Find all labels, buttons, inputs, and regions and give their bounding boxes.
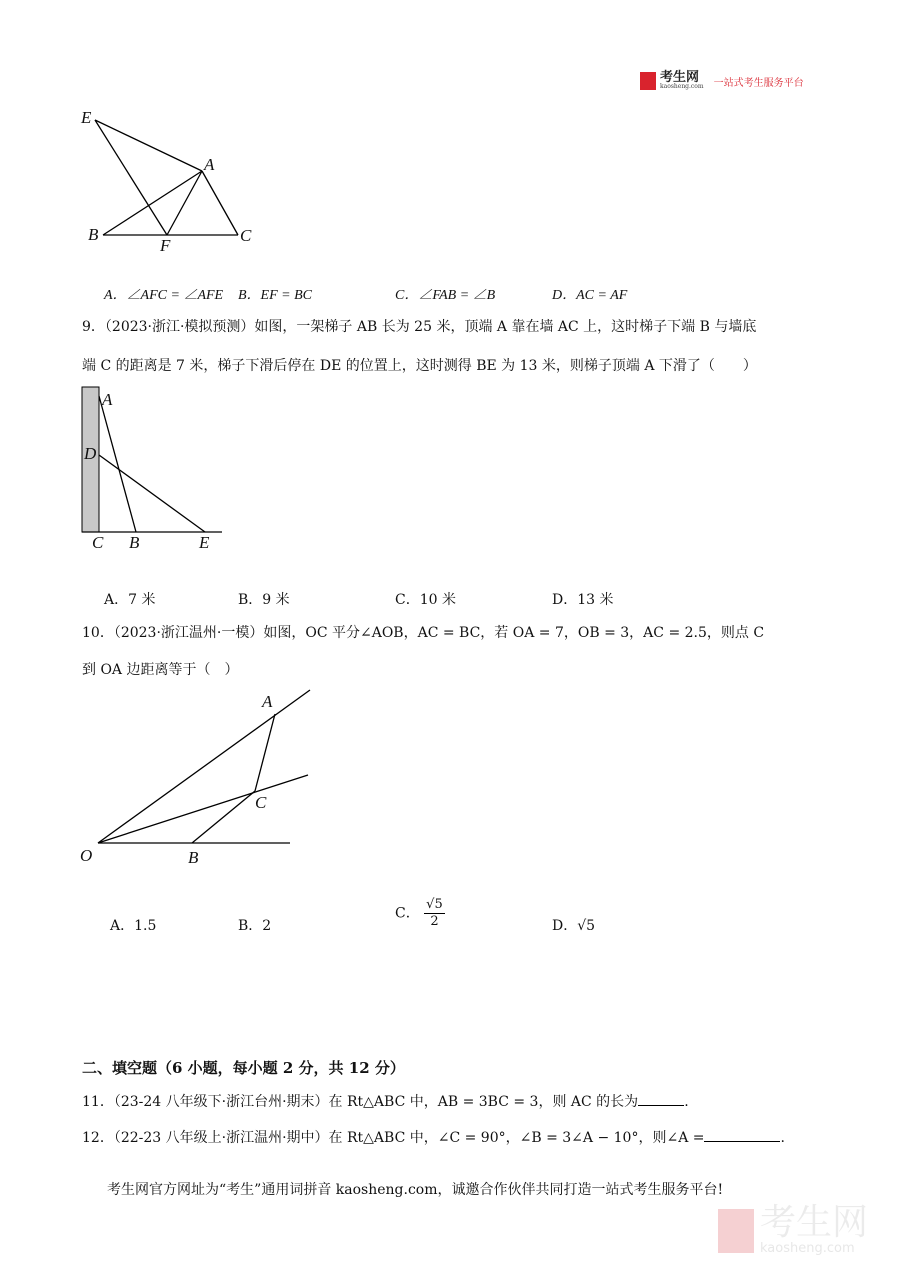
label-C: C <box>240 226 252 245</box>
label-B: B <box>129 533 140 552</box>
label-E: E <box>81 108 92 127</box>
label-B: B <box>188 848 199 867</box>
q10-option-d: D．√5 <box>552 918 596 934</box>
label-O: O <box>80 846 93 865</box>
q8-option-c: C．∠FAB = ∠B <box>395 288 496 303</box>
q9-option-b: B．9 米 <box>238 592 290 608</box>
watermark-name: 考生网 <box>760 1202 869 1243</box>
answer-blank[interactable] <box>638 1091 684 1106</box>
fraction <box>424 897 445 930</box>
label-C: C <box>92 533 104 552</box>
label-A: A <box>204 155 215 174</box>
option-c-prefix: C． <box>395 905 420 922</box>
brand-name: 考生网 <box>660 70 700 85</box>
footer-text: 考生网官方网址为“考生”通用词拼音 kaosheng.com，诚邀合作伙伴共同打造一站式考生服务平台! <box>107 1182 724 1198</box>
label-A: A <box>102 390 113 409</box>
label-B: B <box>88 225 99 244</box>
q9-text-line1: 9．（2023·浙江·模拟预测）如图，一架梯子 AB 长为 25 米，顶端 A 靠在墙 AC 上，这时梯子下端 B 与墙底 <box>82 319 757 335</box>
q9-option-d: D．13 米 <box>552 592 614 608</box>
q8-option-b: B．EF = BC <box>238 288 312 303</box>
q11-period: . <box>684 1094 689 1110</box>
answer-blank[interactable] <box>704 1127 780 1142</box>
q12-question: 12．（22-23 八年级上·浙江温州·期中）在 Rt△ABC 中，∠C = 90°，∠B = 3∠A − 10°，则∠A = <box>82 1130 705 1146</box>
fraction-numerator: √5 <box>426 897 443 912</box>
figure-q8 <box>95 120 238 235</box>
q10-option-c <box>395 897 445 930</box>
label-A: A <box>262 692 273 711</box>
q10-text-line2: 到 OA 边距离等于（ ） <box>82 662 239 678</box>
figure-q10 <box>98 690 310 843</box>
fraction-denominator: 2 <box>430 914 439 929</box>
q8-option-d: D．AC = AF <box>552 288 628 303</box>
q9-option-c: C．10 米 <box>395 592 456 608</box>
brand-sub: kaosheng.com <box>660 83 704 90</box>
label-C: C <box>255 793 267 812</box>
q9-text-line2: 端 C 的距离是 7 米，梯子下滑后停在 DE 的位置上，这时测得 BE 为 13 米，则梯子顶端 A 下滑了（ ） <box>82 358 757 374</box>
q12-text <box>82 1127 785 1148</box>
q10-option-a: A．1.5 <box>110 918 157 934</box>
q8-option-a: A．∠AFC = ∠AFE <box>104 288 224 303</box>
q10-text-line1: 10．（2023·浙江温州·一模）如图，OC 平分∠AOB，AC = BC，若 OA = 7，OB = 3，AC = 2.5，则点 C <box>82 625 765 641</box>
label-D: D <box>84 444 97 463</box>
section-heading: 二、填空题（6 小题，每小题 2 分，共 12 分） <box>82 1059 405 1077</box>
q11-question: 11．（23-24 八年级下·浙江台州·期末）在 Rt△ABC 中，AB = 3BC = 3，则 AC 的长为 <box>82 1094 639 1110</box>
q10-option-b: B．2 <box>238 918 272 934</box>
watermark-sub: kaosheng.com <box>760 1241 855 1256</box>
q9-option-a: A．7 米 <box>104 592 156 608</box>
label-E: E <box>199 533 210 552</box>
header-slogan: 一站式考生服务平台 <box>713 77 804 89</box>
q11-text <box>82 1091 689 1112</box>
watermark <box>718 1202 869 1256</box>
label-F: F <box>160 236 171 255</box>
q12-period: . <box>780 1130 785 1146</box>
watermark-logo-icon <box>718 1209 754 1253</box>
